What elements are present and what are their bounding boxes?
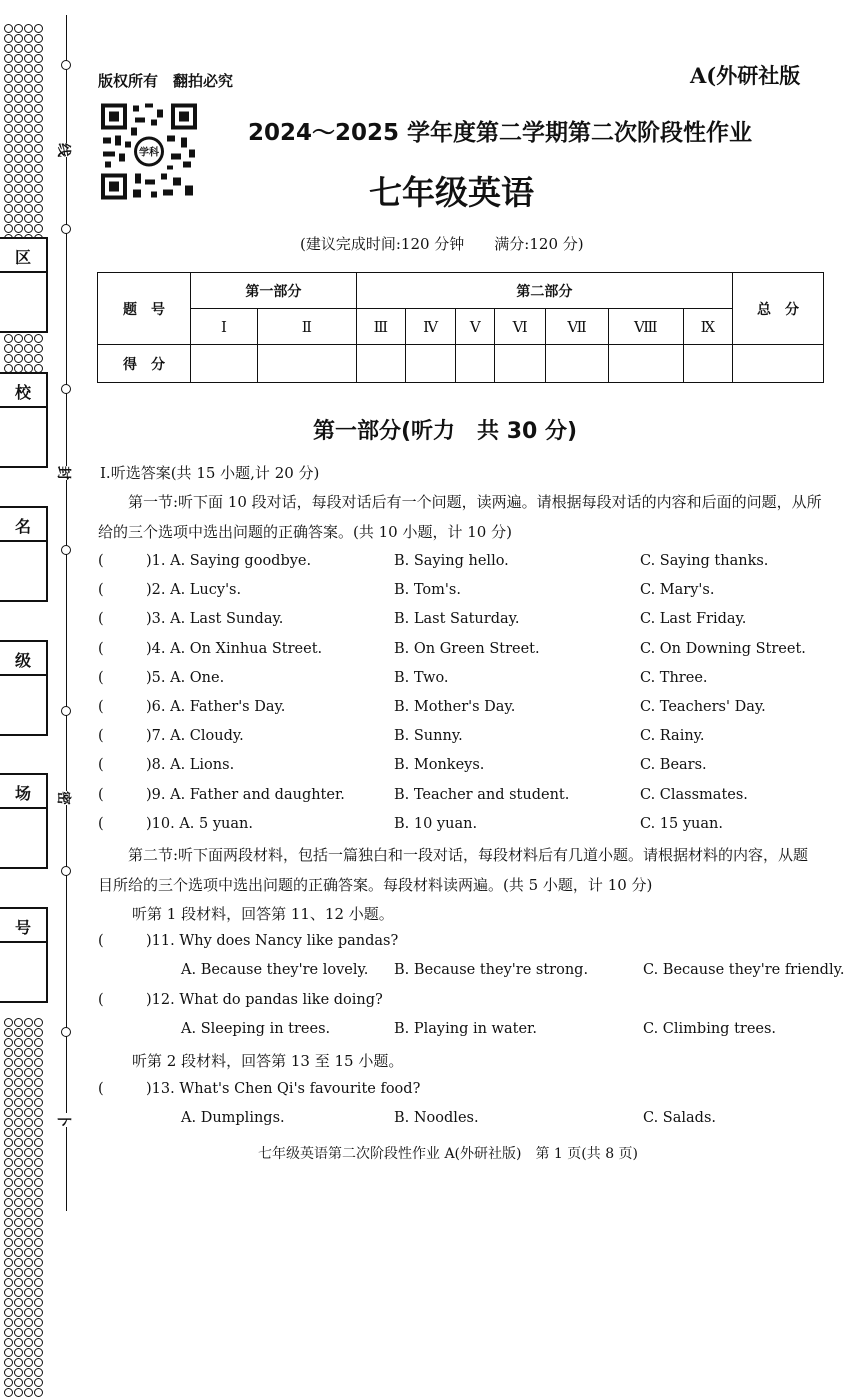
question-4-option-b: B. On Green Street. [394,641,540,657]
question-7-option-c: C. Rainy. [640,728,705,744]
question-6-option-c: C. Teachers' Day. [640,699,766,715]
binding-dot [61,1027,71,1037]
q13-option-b: B. Noodles. [394,1110,479,1126]
question-5-option-c: C. Three. [640,670,708,686]
answer-paren[interactable]: ( [98,728,104,744]
question-1-option-a: )1. A. Saying goodbye. [146,553,312,569]
answer-paren[interactable]: ( [98,787,104,803]
part2-header: 第二部分 [356,273,732,309]
question-6-option-a: )6. A. Father's Day. [146,699,286,715]
q11-option-b: B. Because they're strong. [394,962,589,978]
binding-circles-top [4,24,44,423]
score-cell[interactable] [495,345,546,383]
score-cell[interactable] [733,345,824,383]
question-1-option-b: B. Saying hello. [394,553,509,569]
question-9-option-b: B. Teacher and student. [394,787,570,803]
score-cell[interactable] [356,345,405,383]
binding-dot [61,224,71,234]
seal-char-secret: 密 [54,791,74,805]
question-8-option-a: )8. A. Lions. [146,757,235,773]
material2-label: 听第 2 段材料，回答第 13 至 15 小题。 [132,1052,404,1070]
section1-title: Ⅰ.听选答案(共 15 小题,计 20 分) [100,464,320,482]
question-8-option-b: B. Monkeys. [394,757,485,773]
answer-paren[interactable]: ( [98,611,104,627]
side-box-district[interactable]: 区 [0,237,48,333]
question-6-option-b: B. Mother's Day. [394,699,516,715]
question-4-option-a: )4. A. On Xinhua Street. [146,641,323,657]
question-3-option-b: B. Last Saturday. [394,611,520,627]
question-10-option-c: C. 15 yuan. [640,816,723,832]
question-5-option-a: )5. A. One. [146,670,225,686]
answer-paren[interactable]: ( [98,699,104,715]
q12-option-b: B. Playing in water. [394,1021,537,1037]
binding-dot [61,706,71,716]
side-box-class[interactable]: 级 [0,640,48,736]
question-2-option-b: B. Tom's. [394,582,461,598]
q12-stem: )12. What do pandas like doing? [146,992,383,1008]
qr-badge-text: 学科 [139,147,159,159]
score-row-label: 得 分 [98,345,191,383]
edition-label: A(外研社版 [690,63,801,88]
question-number-header: 题 号 [98,273,191,345]
exam-info: (建议完成时间:120 分钟 满分:120 分) [300,235,584,253]
q13-option-a: A. Dumplings. [181,1110,285,1126]
score-cell[interactable] [456,345,495,383]
section1-instructions-1: 第一节:听下面 10 段对话，每段对话后有一个问题，读两遍。请根据每段对话的内容和后面的问题，从所给的三个选项中选出问题的正确答案。(共 10 小题，计 10 分) [98,493,822,541]
question-3-option-a: )3. A. Last Sunday. [146,611,284,627]
numeral-6: Ⅵ [495,309,546,345]
q13-stem: )13. What's Chen Qi's favourite food? [146,1081,421,1097]
question-10-option-a: )10. A. 5 yuan. [146,816,253,832]
numeral-1: Ⅰ [191,309,258,345]
q11-option-c: C. Because they're friendly. [643,962,845,978]
numeral-3: Ⅲ [356,309,405,345]
copyright-text: 版权所有 翻拍必究 [98,72,234,90]
numeral-4: Ⅳ [405,309,456,345]
score-cell[interactable] [191,345,258,383]
binding-dot [61,384,71,394]
score-table [97,272,824,383]
answer-paren[interactable]: ( [98,992,104,1008]
numeral-9: Ⅸ [683,309,732,345]
question-10-option-b: B. 10 yuan. [394,816,478,832]
binding-dot [61,60,71,70]
numeral-5: Ⅴ [456,309,495,345]
side-box-name[interactable]: 名 [0,506,48,602]
score-cell[interactable] [546,345,609,383]
section1-instructions-2: 第二节:听下面两段材料，包括一篇独白和一段对话，每段材料后有几道小题。请根据材料的内容，从题目所给的三个选项中选出问题的正确答案。每段材料读两遍。(共 5 小题，计 10 分) [98,846,809,894]
answer-paren[interactable]: ( [98,641,104,657]
answer-paren[interactable]: ( [98,670,104,686]
numeral-8: Ⅷ [608,309,683,345]
question-1-option-c: C. Saying thanks. [640,553,769,569]
part1-header: 第一部分 [191,273,357,309]
binding-circles-bottom [4,1018,44,1397]
seal-char-seal: 封 [54,466,74,480]
score-cell[interactable] [405,345,456,383]
question-2-option-a: )2. A. Lucy's. [146,582,242,598]
question-7-option-b: B. Sunny. [394,728,463,744]
numeral-7: Ⅶ [546,309,609,345]
subject-title: 七年级英语 [369,173,534,212]
question-9-option-a: )9. A. Father and daughter. [146,787,345,803]
question-5-option-b: B. Two. [394,670,449,686]
q13-option-c: C. Salads. [643,1110,716,1126]
side-box-seat-number[interactable]: 号 [0,907,48,1003]
q11-stem: )11. Why does Nancy like pandas? [146,933,399,949]
q12-option-a: A. Sleeping in trees. [181,1021,331,1037]
seal-char-line: 线 [54,143,74,157]
answer-paren[interactable]: ( [98,1081,104,1097]
q11-option-a: A. Because they're lovely. [181,962,369,978]
score-cell[interactable] [257,345,356,383]
exam-title: 2024～2025 学年度第二学期第二次阶段性作业 [248,120,753,146]
answer-paren[interactable]: ( [98,816,104,832]
question-2-option-c: C. Mary's. [640,582,715,598]
question-4-option-c: C. On Downing Street. [640,641,806,657]
answer-paren[interactable]: ( [98,553,104,569]
numeral-2: Ⅱ [257,309,356,345]
binding-dot [61,545,71,555]
answer-paren[interactable]: ( [98,933,104,949]
question-3-option-c: C. Last Friday. [640,611,747,627]
answer-paren[interactable]: ( [98,757,104,773]
score-cell[interactable] [608,345,683,383]
side-box-school[interactable]: 校 [0,372,48,468]
question-9-option-c: C. Classmates. [640,787,748,803]
page-footer: 七年级英语第二次阶段性作业 A(外研社版) 第 1 页(共 8 页) [258,1146,639,1162]
seal-char-bottom: 卜 [54,1113,74,1127]
answer-paren[interactable]: ( [98,582,104,598]
part-title: 第一部分(听力 共 30 分) [313,419,578,444]
total-header: 总 分 [733,273,824,345]
binding-dot [61,866,71,876]
question-8-option-c: C. Bears. [640,757,707,773]
qr-code [99,101,199,202]
score-cell[interactable] [683,345,732,383]
material1-label: 听第 1 段材料，回答第 11、12 小题。 [132,905,394,923]
side-box-exam-room[interactable]: 场 [0,773,48,869]
question-7-option-a: )7. A. Cloudy. [146,728,244,744]
q12-option-c: C. Climbing trees. [643,1021,777,1037]
